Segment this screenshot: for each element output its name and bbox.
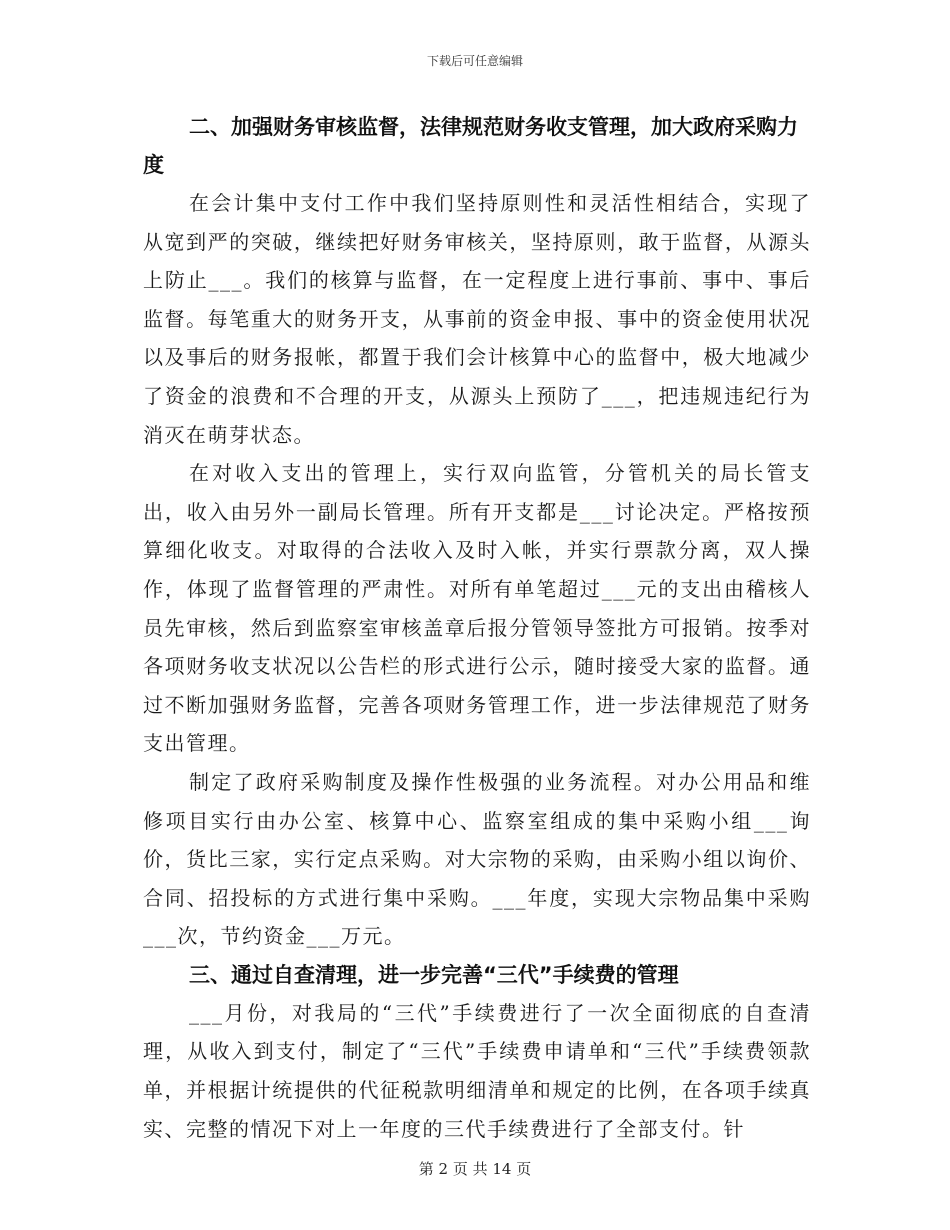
page-number-footer: 第 2 页 共 14 页 xyxy=(418,1160,532,1178)
paragraph-accounting-payment: 在会计集中支付工作中我们坚持原则性和灵活性相结合，实现了从宽到严的突破，继续把好财务审核关，坚持原则，敢于监督，从源头上防止___。我们的核算与监督，在一定程度上进行事前、事中、事后监督。每笔重大的财务开支，从事前的资金申报、事中的资金使用状况以及事后的财务报帐，都置于我们会计核算中心的监督中，极大地减少了资金的浪费和不合理的开支，从源头上预防了___，把违规违纪行为消灭在萌芽状态。 xyxy=(143,191,811,447)
paragraph-income-expense: 在对收入支出的管理上，实行双向监管，分管机关的局长管支出，收入由另外一副局长管理。所有开支都是___讨论决定。严格按预算细化收支。对取得的合法收入及时入帐，并实行票款分离，双人操作，体现了监督管理的严肃性。对所有单笔超过___元的支出由稽核人员先审核，然后到监察室审核盖章后报分管领导签批方可报销。按季对各项财务收支状况以公告栏的形式进行公示，随时接受大家的监督。通过不断加强财务监督，完善各项财务管理工作，进一步法律规范了财务支出管理。 xyxy=(143,461,811,756)
section-heading-three: 三、通过自查清理，进一步完善“三代”手续费的管理 xyxy=(189,962,679,987)
document-body xyxy=(143,108,811,1148)
page-header-note: 下载后可任意编辑 xyxy=(426,54,523,68)
section-heading-two: 二、加强财务审核监督，法律规范财务收支管理，加大政府采购力度 xyxy=(143,115,798,177)
paragraph-procurement: 制定了政府采购制度及操作性极强的业务流程。对办公用品和维修项目实行由办公室、核算中心、监察室组成的集中采购小组___询价，货比三家，实行定点采购。对大宗物的采购，由采购小组以询价、合同、招投标的方式进行集中采购。___年度，实现大宗物品集中采购___次，节约资金___万元。 xyxy=(143,769,811,949)
paragraph-commission-fees: ___月份，对我局的“三代”手续费进行了一次全面彻底的自查清理，从收入到支付，制定了“三代”手续费申请单和“三代”手续费领款单，并根据计统提供的代征税款明细清单和规定的比例，在各项手续真实、完整的情况下对上一年度的三代手续费进行了全部支付。针 xyxy=(143,1000,811,1141)
